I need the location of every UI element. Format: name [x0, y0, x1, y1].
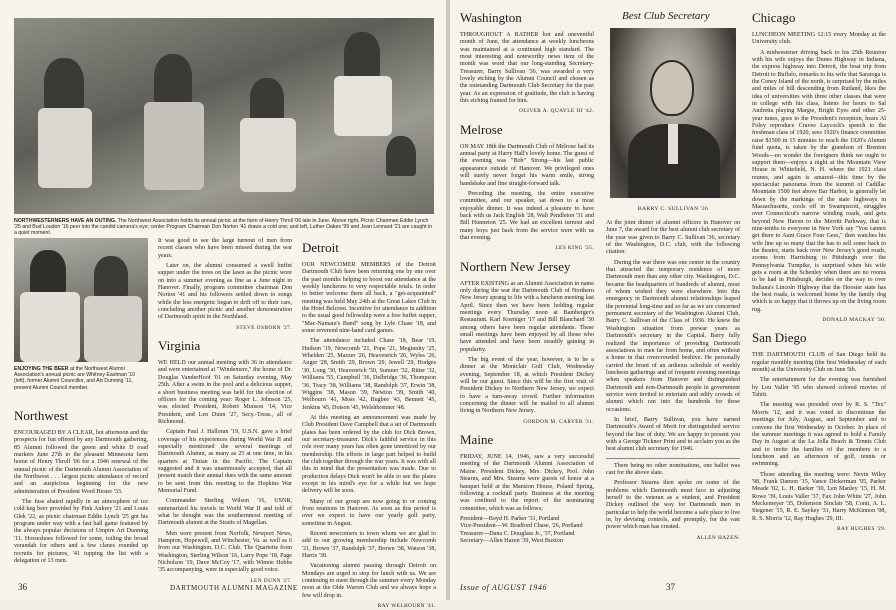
- article-paragraph: Captain Paul J. Halloran '19, U.S.N. gave a brief coverage of his experiences during World War II and especially mentioned the several meetings of Dartmouth Alumni, as many as 25 at one time, in his quarters at Tinian in the Pacific. The Captain suggested and it was unanimously accepted, that all present match their annual dues with the same amount to be sent from this meeting to the Hopkins War Memorial Fund.: [158, 429, 292, 494]
- section-heading: Chicago: [752, 10, 796, 25]
- author-signature: STEVE OSBORN '27.: [236, 324, 292, 331]
- article-paragraph: Many of our group are now going to or coming from reunions in Hanover. As soon as this period is over we expect to have our yearly golf party, sometime in August.: [302, 498, 436, 527]
- issue-footer: Issue of AUGUST 1946: [460, 583, 548, 592]
- article-paragraph: Preceding the meeting, the entire executive committee, and our speaker, sat down to a most enjoyable dinner. It was indeed a pleasure to have back with us Jack English '28, Walt Pendleton '31 and Bill Hunneton '25. We had an excellent turnout and many boys just back from the service were with us that evening.: [460, 190, 594, 241]
- article-paragraph: The attendance included Chase '18, Bear '19, Hudson '19, Newcomb '21, Pope '21, Meginnity '25, Whelden '25, Mazzer '26, Heavenrich '26, Wyles '26, Auger '28, Smith '29, Brown '29, Jewell '29, Hodges '30, Long '30, Heavenrich '30, Sumner '32, Ritter '32, Williams '55, Campbell '36, Delbridge '36, Thompson '36, Tracy '38, Williams '38, Randolph '37, Erwin '38, Wiggins '38, Mason '39, Newton '39, Smith '40, Welbourn '41, Moss '42, Bugbee '43, Bennett '45, Jenkins '45, Dotson '45, Welshbrenner '48.: [302, 338, 436, 411]
- caption-text: at the Northwest Alumni Association's annual picnic are Whitney Eastman '10 (left), former Alumni Councillor, and Art Dunning '11, present Alumni Council member.: [14, 366, 136, 391]
- author-signature: RAY HUGHES '29.: [837, 525, 886, 532]
- article-paragraph: THROUGHOUT A RATHER hot and uneventful month of June, the attendance at weekly luncheons was maintained at a continued high standard. The most interesting and noteworthy news item of the month was word that our long-standing Secretary-Treasurer, Barry Sullivan '36, was awarded a very lovely etching by the Alumni Council and chosen as the outstanding Dartmouth Club Secretary for the past year. As an expression of gratitude, the club is having this etching framed for him.: [460, 32, 594, 105]
- author-signature: DONALD MACKAY '30.: [822, 317, 886, 324]
- section-heading: Melrose: [460, 121, 503, 137]
- author-signature: RAY WELBOURN '41.: [377, 603, 436, 610]
- section-heading: Virginia: [158, 338, 201, 354]
- photo-figure: [344, 32, 380, 78]
- portrait-caption: BARRY C. SULLIVAN '36: [637, 206, 709, 212]
- right-column-right: [752, 8, 886, 580]
- page-number: 36: [18, 582, 27, 592]
- article-paragraph: During the war there was one center in the country that attracted the temporary residence of more Dartmouth men than any other city. Washington, D.C. became the headquarters of hundreds of alumni, most of whom wished they were elsewhere. Into this emergency in Dartmouth alumni relationships leaped the perennial long-time and so far as we are concerned permanent secretary of the Washington Alumni Club, Barry C. Sullivan of the Class of 1936. He knew the Washington situation from prewar years as Dartmouth's secretary in the Capital. Barry fully realized the importance of providing Dartmouth associations to men far from home, and often without a home in that overcrowded beehive. He personally carried the brunt of an arduous schedule of weekly luncheon gatherings and of frequent evening meetings when speakers from Hanover and distinguished Dartmouth and non-Dartmouth people in government service were invited to entertain and edify crowds of alumni which ran into the hundreds for these occasions.: [606, 259, 740, 413]
- magazine-footer: DARTMOUTH ALUMNI MAGAZINE: [170, 584, 298, 592]
- caption-lead: NORTHWESTERNERS HAVE AN OUTING.: [14, 218, 117, 224]
- photo-figure: [38, 108, 92, 188]
- right-column-middle: [606, 220, 740, 580]
- article-paragraph: The big event of the year, however, is to be a dinner at the Montclair Golf Club, Wednesday evening, September 18, at which President Dickey will be our guest. Since this will be the first visit of President Dickey to Northern New Jersey, we expect to have a turn-away crowd. Further information concerning the dinner will be mailed to all alumni living in Northern New Jersey.: [460, 357, 594, 415]
- article-paragraph: WE HELD our annual meeting with 36 in attendance and were entertained at "Windemere," the home of Dr. Douglas VanderHoof '01 on Saturday evening, May 25th. After a swim in the pool and a delicious supper, a short business meeting was held for the election of officers for the coming year: Roger L. Johnson '25, was elected President, Robert Munson '14, Vice President, and Len Dunn '27, Secy.-Treas., all of Richmond.: [158, 360, 292, 425]
- left-column-northwest: [14, 406, 148, 582]
- photo-figure: [144, 102, 204, 190]
- article-paragraph: In brief, Barry Sullivan, you have earned Dartmouth's Award of Merit for distinguished service beyond the line of duty. We are happy to present you with a George Ticknor Print and to acclaim you as the best alumni club secretary for 1946.: [606, 416, 740, 453]
- article-paragraph: THE DARTMOUTH CLUB of San Diego held its regular monthly meeting (the first Wednesday of each month) at the University Club on June 5th.: [752, 352, 886, 374]
- article-paragraph: LUNCHEON MEETING 12:15 every Monday at the University club.: [752, 32, 886, 46]
- section-heading: San Diego: [752, 330, 807, 346]
- article-paragraph: The fuss abated rapidly in an atmosphere of ice cold keg beer provided by Pink Ankrey '21 and Louis Glek '22, as picnic chairman Eddie Lynch '25 got his program under way with a fast ball game featured by the always popular decisions of Umpire Art Dunning '11. Horseshoes followed for some, toiling the broad verandah for others and a few clanes rounded up recruits for pictures, '41 topping the list with a delegation of 13 men.: [14, 499, 148, 564]
- left-page: [0, 0, 446, 610]
- article-paragraph: A midwestener driving back to his 25th Reunion with his wife enjoys the Dunes Highway in Indiana, the express highway into Detroit, the boat trip from Detroit to Buffalo, remarks to his wife that Saratoga is the Coney Island of the north, is surprised by the miles and miles of hill descending from Rutland, likes the idea of universities with three other classes that were in college with his class, listens for hours to Sal Andretta playing Margie, Bright Eyes and other 25-year tunes, goes to the President's reception, hears Al Foley reproduce Cravee Laycock's speech to the freshman class of 1920, sees 1920's finance committee raise $1500 in 15 minutes to reach the 1920's Alumni fund quota, is taken by the grandson of Brenton Woods—no wonder the foreigners think we ought to support them—enjoys a night at the Mountain View House in Whitefield, N. H. where the 1921 class reunes, and again is amazed—this time by the spectacular panorama from the summit of Cadillac Mountain 1500 feet above Bar Harbor, is generally let down by the markings of the state highways in Massachusetts, cools off in Swampscott, struggles over Connecticut's narrow winding roads, and gets beyond New Haven to the Merritt Parkway, that is nine-tenths to everyone in New York say "You cannot get there to Aunt Grace Four Gees," then watches his wife line up so many that the has to sell some back to the theatre, starts back over New Jersey's good roads, zooms from Harrisburg to Pittsburgh over the Pennsylvania Turnpike, is surprised when his wife gets a room at the Schenley when there are no rooms to be had in Pittsburgh, decides on the way to over Indiana's Lincoln Highway that the Hoosier state has the best roads, is welcomed home by the family dog which is so happy that it throws up on the living room rug.: [752, 49, 886, 313]
- photo-figure: [44, 58, 84, 110]
- caption-lead: ENJOYING THE BEER: [14, 366, 69, 372]
- section-heading: Washington: [460, 10, 522, 25]
- portrait-head: [652, 62, 692, 114]
- article-paragraph: OUR NEWCOMER MEMBERS of the Detroit Dartmouth Club have been returning one by one over the past months helping to boost our attendance at the weekly luncheons to very respectable totals. In order to better welcome them all back, a "get-acquainted" meeting was held May 24th at the Great Lakes Club in the Hotel Belcrest. Incentive for attendance in addition to the usual good fellowship were a free buffet supper, "Mac-Namara's Band" song by Lyle Chase '18, and some reverend nine-hand card games.: [302, 262, 436, 335]
- photo-figure: [94, 256, 128, 298]
- beer-caption: [14, 366, 148, 391]
- author-signature: ALLEN HAZEN.: [696, 534, 740, 541]
- article-paragraph: AFTER EXISTING as an Alumni Association in name only during the war the Dartmouth Club of Northern New Jersey sprang to life with a luncheon meeting last April. Since then we have been holding regular meetings every Thursday noon at Bamberger's Restaurant. Karl Koeniger '17 and Bill Blanchard '30 among others have been regular attendants. These small meetings have been enjoyed by all those who have attended and have been steadily gaining in popularity.: [460, 280, 594, 353]
- article-paragraph: FRIDAY, JUNE 14, 1946, saw a very successful meeting of the Dartmouth Alumni Association of Maine. President Dickey, Mrs. Dickey, Prof. John Stearns, and Mrs. Stearns were guests of honor at a banquet held at the Mansion House, Poland Spring, following a cocktail party. Business at the meeting was confined to the report of the nominating committee, which was as follows:: [460, 454, 594, 512]
- portrait-tie: [668, 124, 678, 164]
- article-paragraph: At the joint dinner of alumni officers in Hanover on June 7, the award for the best alumni club secretary of the year was given to Barry C. Sullivan '36, secretary of the Washington, D.C. club, with the following citation:: [606, 220, 740, 256]
- article-paragraph: There being no other nominations, one ballot was cast for the above slate.: [606, 462, 740, 476]
- article-paragraph: Men were present from Norfolk, Newport News, Hampton, Hopewell, and Winchester, Va. as well as 6 from our Washington, D.C. Club. The Quartette from Washington, Sterling Wilson '16, Larry Pope '18, Page Nicholson '19, Dave McCoy '17, with Winnie Hobbs '35 accompanying, were in especially good voice.: [158, 530, 292, 574]
- photo-figure: [250, 78, 284, 122]
- right-page: [450, 0, 896, 600]
- article-paragraph: Professor Stearns then spoke on some of the problems which Dartmouth must face in adjusting herself to the veteran as a student, and President Dickey outlined the way for Dartmouth men in particular to help the world become a safe place to live in, by devising controls, and promptly, for the vast power which man has created.: [606, 480, 740, 531]
- picnic-photo: [14, 18, 434, 214]
- article-paragraph: ENCOURAGED BY A CLEAR, hot afternoon and the prospects for fun offered by any Dartmouth gathering, 85 Alumni followed the green and white D road markers June 27th to the pleasant Minnesota farm home of Henry Throll '06 for a 1946 renewal of the annual picnic of the Dartmouth Alumni Association of the Northwest . . . largest picnic attendance of record and an auspicious beginning for the new administration of President Word Hester '33.: [14, 430, 148, 495]
- right-column-left: [460, 8, 594, 580]
- photo-figure: [30, 250, 66, 294]
- divider: [606, 458, 740, 459]
- author-signature: LEN DUNN '27.: [250, 577, 292, 584]
- photo-caption: [14, 218, 434, 237]
- article-paragraph: Vacationing alumni passing through Detroit on Mondays are urged to stop for lunch with us. We are continuing to meet through the summer every Monday noon at the Olde Warren Club and we always hope a few will drop in.: [302, 563, 436, 599]
- section-heading: Maine: [460, 432, 494, 448]
- photo-figure: [386, 136, 416, 176]
- article-paragraph: Recent newcomers to town whom we are glad to add to our growing membership include Newcomb '21, Brown '37, Randolph '37, Brown '38, Watson '38, Harris '38.: [302, 531, 436, 560]
- beer-photo: [14, 238, 148, 362]
- caption-text: The Northwest Association holds its annual picnic at the farm of Henry Throll '06 late in June. Above right, Picnic Chairman Eddie Lynch '25 and Bud Loudon '16 peer into the candid camera's eye; center Program Chairman Don Norton '41 draws a cold one; and left, Luther Oakes '99 and Jean Leonard '21 are caught in a quiet moment.: [14, 218, 433, 237]
- article-paragraph: The entertainment for the evening was furnished by Lou Valler '95 who showed colored movies of Tahiti.: [752, 377, 886, 399]
- author-signature: LES KING '25.: [555, 245, 594, 252]
- photo-figure: [334, 76, 392, 136]
- officer-list: President—Boyd H. Parker '31, Portland Vice-President—W. Bradford Chase, '26, Portland Treasurer—Dana C. Douglass Jr., '37, Portland Secretary—Allen Hazen '39, West Buxton: [460, 515, 583, 544]
- article-paragraph: Those attending the meeting were: Nevin Wiley '98, Frank Damon '15, Vance Dickerman '95, Parker Meade '02, L. H. Barker '30, Len Manley '15, H. M. Rowe '39, Louis Valler '37, Fax John White '27, John Meckemeyer '35, Dohenson Sinclair '58, Conti, A. L. Siegener '15, R. E. Saykey '31, Harry McKinnon '08, R. S. Morris '12, Ray Hughes '29, III.: [752, 471, 886, 522]
- article-paragraph: ON MAY 18th the Dartmouth Club of Melrose had its annual party at Harry Hall's lovely home. The guest of the evening was "Bob" Strong—his last public appearance outside of Hanover. We privileged ones will surely never forget his warm smile, strong handshake and fine straight-forward talk.: [460, 143, 594, 187]
- section-heading: Northern New Jersey: [460, 258, 571, 274]
- article-paragraph: Later on, the alumni consumed a swell buffet supper under the trees on the lawn as the picnic wore on into a summer evening as fine as a June night in Hanover. Finally, program committee chairman Don Norton '41 and his followers settled down to songs while the less energetic began to drift off to their cars, concluding another picnic and another demonstration of Dartmouth spirit in the Northland.: [158, 263, 292, 321]
- author-signature: OLIVER A. QUAYLE III '42.: [519, 108, 594, 115]
- left-column-middle: [158, 238, 292, 582]
- sullivan-portrait: [610, 28, 736, 198]
- photo-figure: [84, 296, 142, 362]
- article-paragraph: Commander Sterling Wilson '16, USNR, summarized his travels in World War II and told of what he thought was the southernmost meeting of Dartmouth alumni at the Straits of Magellan.: [158, 498, 292, 527]
- page-number: 37: [666, 582, 675, 592]
- article-paragraph: The meeting was presided over by R. S. "Tex" Morris '12, and it was voted to discontinue the meetings for July, August, and September and to convene the first Wednesday in October. In place of the summer meetings it was agreed to hold a Family Day in August at the La Jolla Beach & Tennis Club and to invite the families of the members to a luncheon and an afternoon of golf, tennis or swimming.: [752, 402, 886, 468]
- author-signature: GORDON M. CARVER '31.: [523, 418, 594, 425]
- article-paragraph: It was good to see the large turnout of men from recent classes who have been missed during the war years.: [158, 238, 292, 259]
- photo-figure: [20, 292, 80, 362]
- article-paragraph: At this meeting an announcement was made by Club President Dave Campbell that a set of Dartmouth plates has been ordered by the club for Dick Brown, our secretary-treasurer. Dick's faithful service in this role over many years has often gone unnoticed by our membership. His efforts in large part helped to build the club together through the war years. It was with all this in mind that the presentation was made. Due to production delays Dick won't be able to see the plates except in his mind's eye for a while but we hope delivery will be soon.: [302, 414, 436, 495]
- left-column-detroit: [302, 238, 436, 610]
- photo-figure: [240, 118, 296, 192]
- photo-figure: [154, 54, 192, 104]
- best-club-heading: Best Club Secretary: [622, 10, 710, 22]
- section-heading: Northwest: [14, 408, 69, 423]
- section-heading: Detroit: [302, 240, 339, 255]
